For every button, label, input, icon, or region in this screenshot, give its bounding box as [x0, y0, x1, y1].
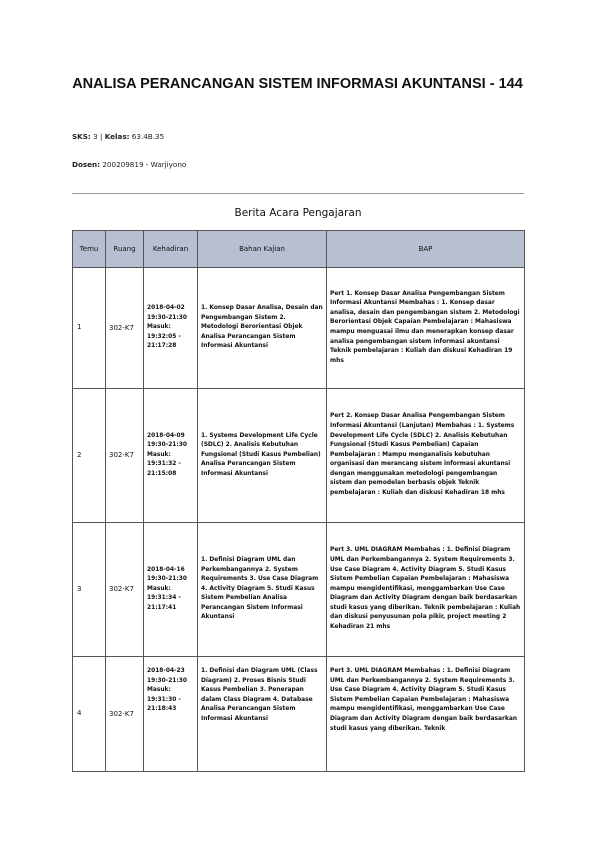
cell-bap: Pert 3. UML DIAGRAM Membahas : 1. Definisi Diagram UML dan Perkembangannya 2. System Requirements 3. Use Case Diagram 4. Activity Diagram 5. Studi Kasus Sistem Pembelian Capaian Pembelajaran : Mahasiswa mampu mengidentifikasi, menggambarkan Use Case Diagram dan Activity Diagram dengan baik berdasarkan studi kasus yang diberikan. Teknik	[327, 657, 525, 772]
column-header-kehadiran: Kehadiran	[144, 231, 198, 268]
cell-bap: Pert 3. UML DIAGRAM Membahas : 1. Definisi Diagram UML dan Perkembangannya 2. System Requirements 3. Use Case Diagram 4. Activity Diagram 5. Studi Kasus Sistem Pembelian Capaian Pembelajaran : Mahasiswa mampu mengidentifikasi, menggambarkan Use Case Diagram dan Activity Diagram dengan baik berdasarkan studi kasus yang diberikan. Teknik pembelajaran : Kuliah dan diskusi penyusunan pola pikir, project meeting 2 Kehadiran 21 mhs	[327, 523, 525, 657]
table-row	[73, 523, 525, 657]
cell-bahan-kajian: 1. Konsep Dasar Analisa, Desain dan Pengembangan Sistem 2. Metodologi Berorientasi Objek Analisa Perancangan Sistem Informasi Akuntansi	[198, 268, 327, 389]
cell-temu: 2	[73, 389, 106, 523]
cell-bahan-kajian: 1. Definisi Diagram UML dan Perkembangannya 2. System Requirements 3. Use Case Diagram 4. Activity Diagram 5. Studi Kasus Sistem Pembelian Analisa Perancangan Sistem Informasi Akuntansi	[198, 523, 327, 657]
cell-bahan-kajian: 1. Systems Development Life Cycle (SDLC) 2. Analisis Kebutuhan Fungsional (Studi Kasus Pembelian) Analisa Perancangan Sistem Informasi Akuntansi	[198, 389, 327, 523]
cell-kehadiran: 2018-04-23 19:30-21:30 Masuk: 19:31:30 - 21:18:43	[144, 657, 198, 772]
cell-ruang: 302-K7	[106, 523, 144, 657]
column-header-bap: BAP	[327, 231, 525, 268]
cell-temu: 3	[73, 523, 106, 657]
cell-kehadiran: 2018-04-02 19:30-21:30 Masuk: 19:32:05 - 21:17:28	[144, 268, 198, 389]
kelas-value: 63.4B.35	[131, 132, 165, 141]
section-title: Berita Acara Pengajaran	[234, 207, 362, 219]
column-header-ruang: Ruang	[106, 231, 144, 268]
divider	[72, 193, 524, 194]
course-meta	[72, 132, 164, 141]
column-header-bahan-kajian: Bahan Kajian	[198, 231, 327, 268]
kelas-label: Kelas:	[104, 132, 130, 141]
sks-label: SKS:	[72, 132, 91, 141]
dosen-label: Dosen:	[72, 160, 101, 169]
cell-ruang: 302-K7	[106, 268, 144, 389]
meta-separator: |	[99, 132, 103, 141]
lecturer-meta	[72, 160, 186, 169]
table-header-row	[73, 231, 525, 268]
table-row	[73, 268, 525, 389]
course-title: ANALISA PERANCANGAN SISTEM INFORMASI AKUNTANSI - 144	[72, 76, 523, 92]
sks-value: 3	[93, 132, 98, 141]
cell-ruang: 302-K7	[106, 657, 144, 772]
cell-kehadiran: 2018-04-09 19:30-21:30 Masuk: 19:31:32 - 21:15:08	[144, 389, 198, 523]
cell-bap: Pert 2. Konsep Dasar Analisa Pengembangan Sistem Informasi Akuntansi (Lanjutan) Membahas : 1. Systems Development Life Cycle (SDLC) 2. Analisis Kebutuhan Fungsional (Studi Kasus Pembelian) Capaian Pembelajaran : Mampu menganalisis kebutuhan organisasi dan merancang sistem informasi akuntansi dengan menggunakan metodologi pengembangan sistem dan pemodelan berbasis objek Teknik pembelajaran : Kuliah dan diskusi Kehadiran 18 mhs	[327, 389, 525, 523]
bap-table	[72, 230, 525, 772]
dosen-value: 200209819 - Warjiyono	[102, 160, 187, 169]
table-row	[73, 389, 525, 523]
column-header-temu: Temu	[73, 231, 106, 268]
table-row	[73, 657, 525, 772]
cell-bahan-kajian: 1. Definisi dan Diagram UML (Class Diagram) 2. Proses Bisnis Studi Kasus Pembelian 3. Penerapan dalam Class Diagram 4. Database Analisa Perancangan Sistem Informasi Akuntansi	[198, 657, 327, 772]
cell-bap: Pert 1. Konsep Dasar Analisa Pengembangan Sistem Informasi Akuntansi Membahas : 1. Konsep dasar analisa, desain dan pengembangan sistem 2. Metodologi Berorientasi Objek Capaian Pembelajaran : Mahasiswa mampu menguasai ilmu dan menerapkan konsep dasar analisa pengembangan sistem informasi akuntansi Teknik pembelajaran : Kuliah dan diskusi Kehadiran 19 mhs	[327, 268, 525, 389]
cell-temu: 4	[73, 657, 106, 772]
cell-kehadiran: 2018-04-16 19:30-21:30 Masuk: 19:31:34 - 21:17:41	[144, 523, 198, 657]
cell-temu: 1	[73, 268, 106, 389]
cell-ruang: 302-K7	[106, 389, 144, 523]
